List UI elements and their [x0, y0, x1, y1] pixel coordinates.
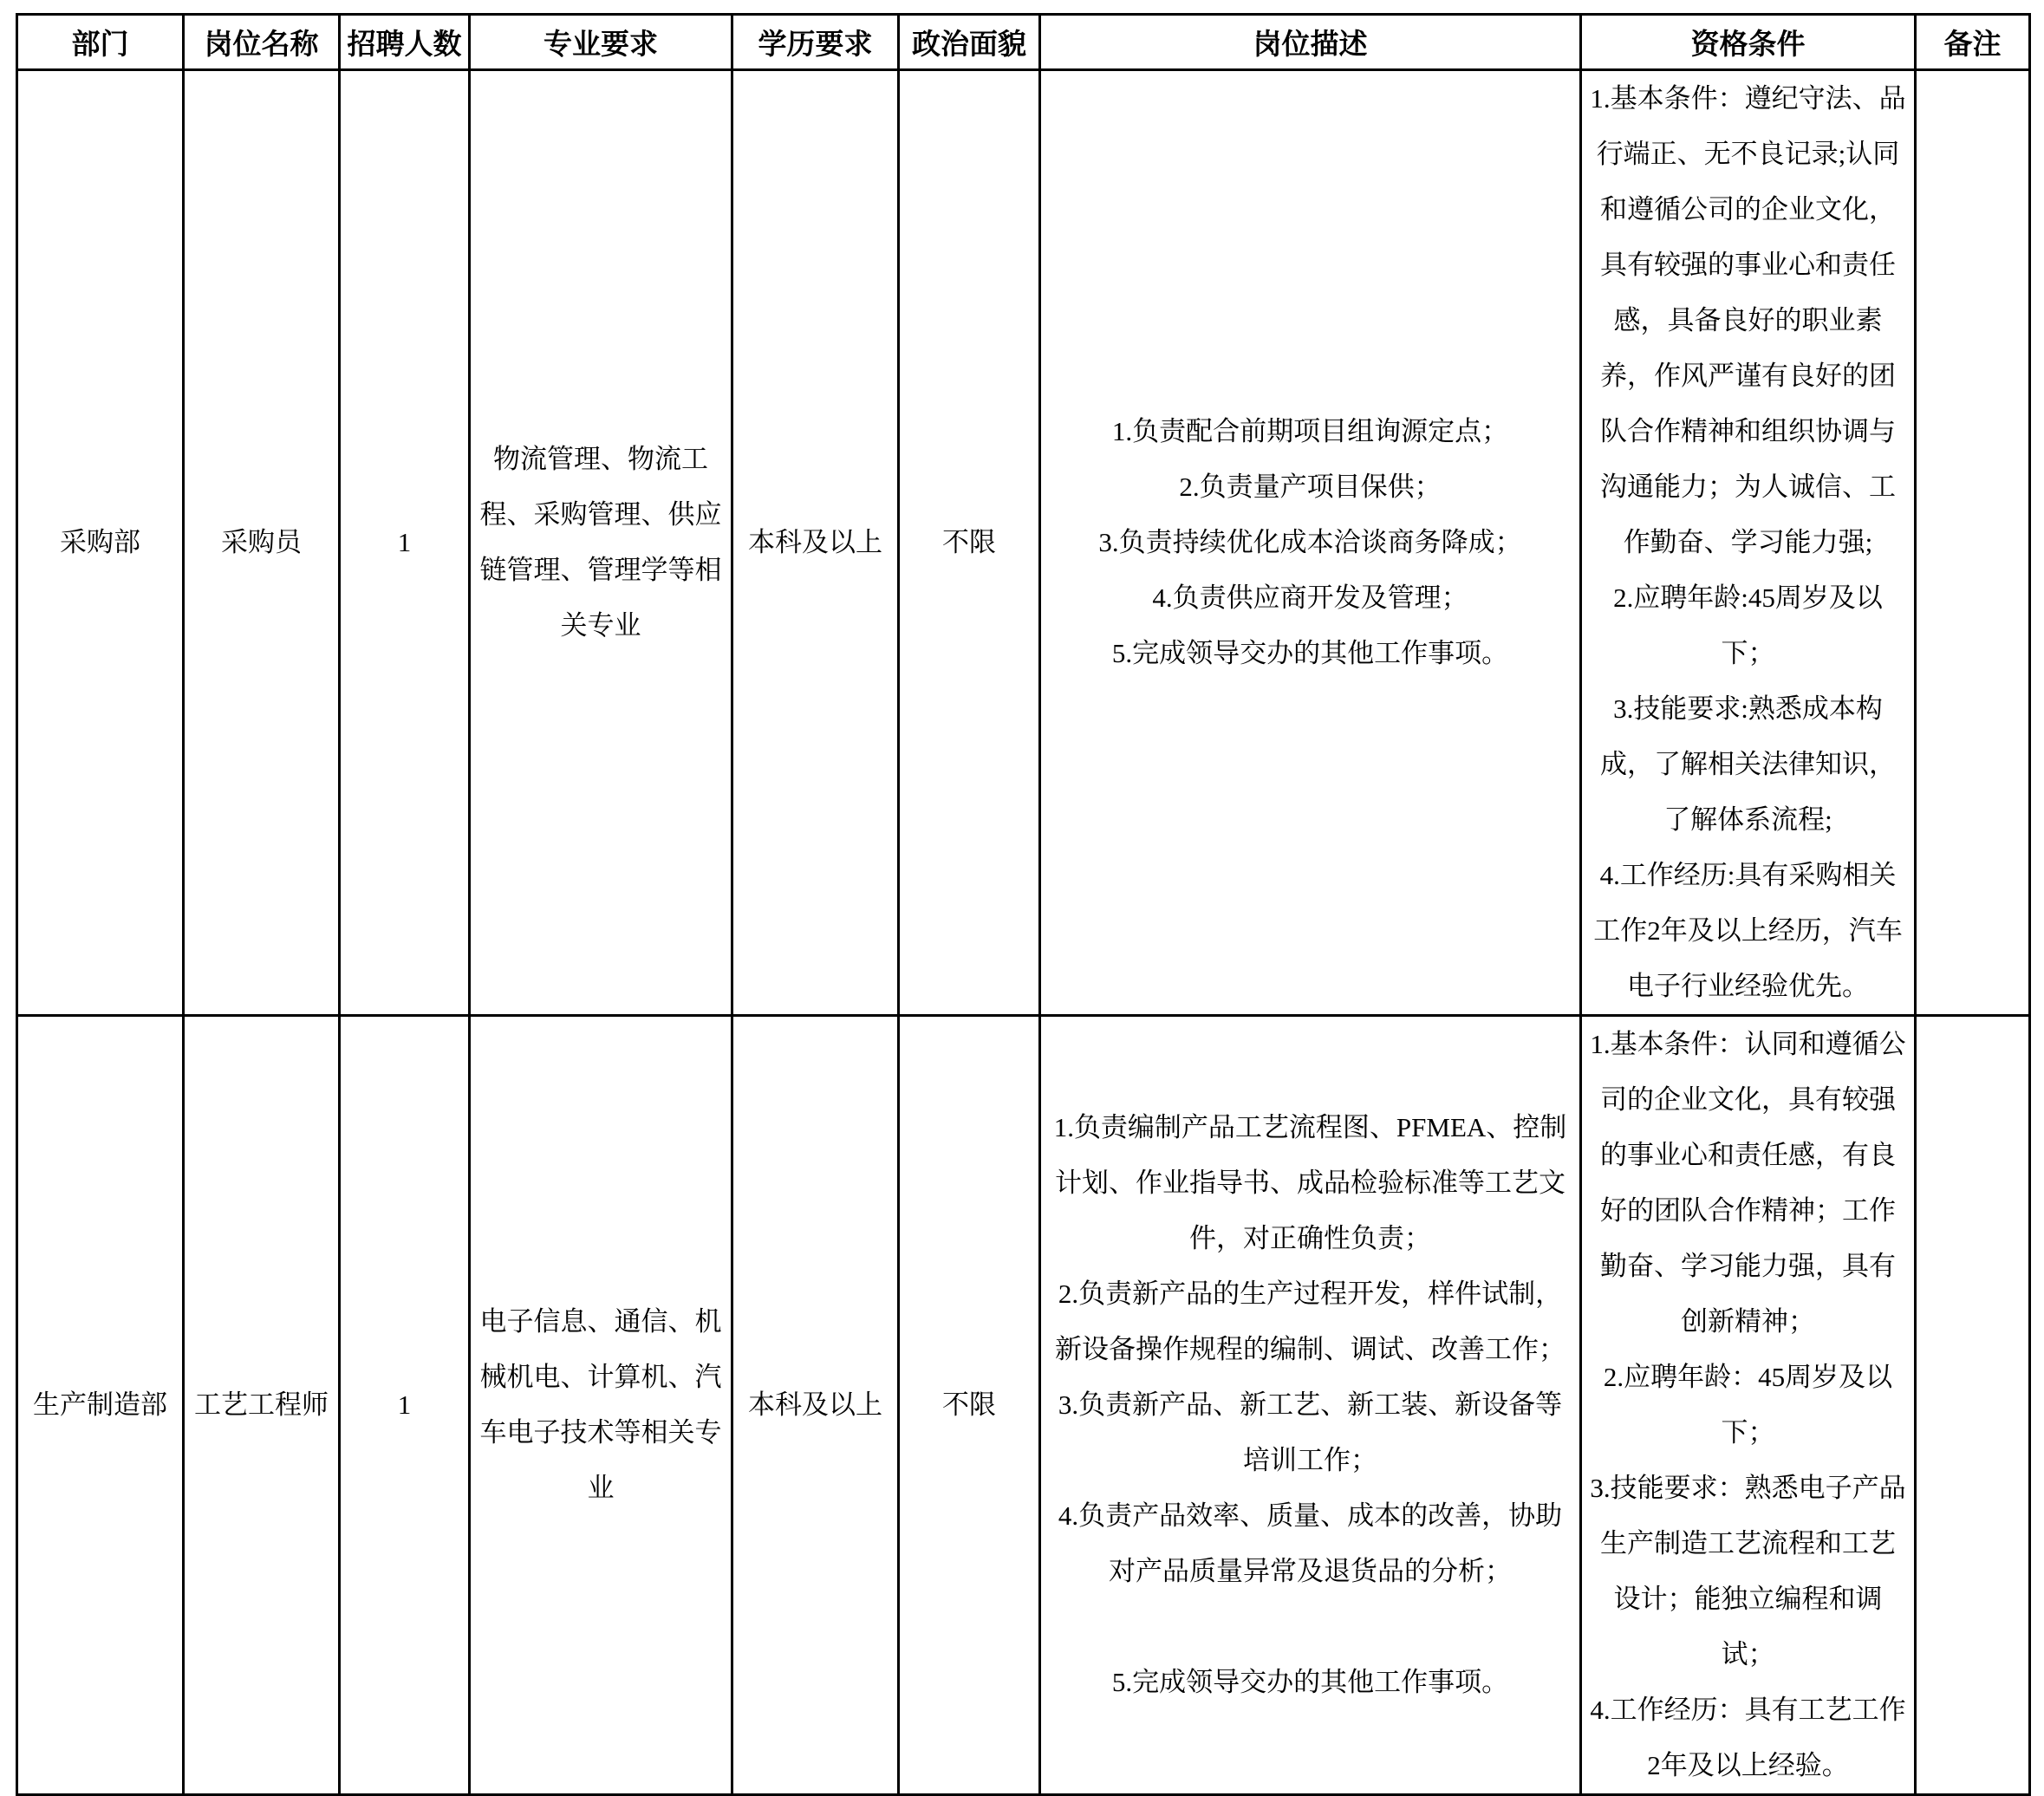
cell-description: 1.负责编制产品工艺流程图、PFMEA、控制计划、作业指导书、成品检验标准等工艺文件，对正确性负责； 2.负责新产品的生产过程开发，样件试制，新设备操作规程的编制、调试、改善工作； 3.负责新产品、新工艺、新工装、新设备等培训工作； 4.负责产品效率、质量、成本的改善，协助对产品质量异常及退货品的分析； 5.完成领导交办的其他工作事项。	[1040, 1016, 1581, 1795]
header-headcount: 招聘人数	[340, 15, 470, 70]
cell-headcount: 1	[340, 70, 470, 1016]
cell-education: 本科及以上	[732, 1016, 899, 1795]
cell-headcount: 1	[340, 1016, 470, 1795]
cell-position: 工艺工程师	[184, 1016, 340, 1795]
header-political-status: 政治面貌	[899, 15, 1040, 70]
header-remark: 备注	[1916, 15, 2030, 70]
cell-qualifications: 1.基本条件：认同和遵循公司的企业文化，具有较强的事业心和责任感，有良好的团队合作精神；工作勤奋、学习能力强，具有创新精神； 2.应聘年龄：45周岁及以下； 3.技能要求：熟悉电子产品生产制造工艺流程和工艺设计；能独立编程和调试； 4.工作经历：具有工艺工作2年及以上经验。	[1581, 1016, 1916, 1795]
cell-department: 生产制造部	[17, 1016, 184, 1795]
cell-description: 1.负责配合前期项目组询源定点； 2.负责量产项目保供； 3.负责持续优化成本洽谈商务降成； 4.负责供应商开发及管理； 5.完成领导交办的其他工作事项。	[1040, 70, 1581, 1016]
table-row	[17, 1016, 2030, 1795]
cell-political-status: 不限	[899, 1016, 1040, 1795]
header-qualifications: 资格条件	[1581, 15, 1916, 70]
table-row	[17, 70, 2030, 1016]
header-department: 部门	[17, 15, 184, 70]
header-row	[17, 15, 2030, 70]
cell-major: 电子信息、通信、机械机电、计算机、汽车电子技术等相关专业	[470, 1016, 732, 1795]
header-description: 岗位描述	[1040, 15, 1581, 70]
cell-remark	[1916, 1016, 2030, 1795]
cell-major: 物流管理、物流工程、采购管理、供应链管理、管理学等相关专业	[470, 70, 732, 1016]
cell-qualifications: 1.基本条件：遵纪守法、品行端正、无不良记录;认同和遵循公司的企业文化，具有较强的事业心和责任感，具备良好的职业素养，作风严谨有良好的团队合作精神和组织协调与沟通能力；为人诚信、工作勤奋、学习能力强; 2.应聘年龄:45周岁及以下； 3.技能要求:熟悉成本构成，了解相关法律知识，了解体系流程; 4.工作经历:具有采购相关工作2年及以上经历，汽车电子行业经验优先。	[1581, 70, 1916, 1016]
recruitment-table	[16, 13, 2031, 1796]
cell-education: 本科及以上	[732, 70, 899, 1016]
header-position: 岗位名称	[184, 15, 340, 70]
header-education: 学历要求	[732, 15, 899, 70]
header-major: 专业要求	[470, 15, 732, 70]
cell-remark	[1916, 70, 2030, 1016]
cell-political-status: 不限	[899, 70, 1040, 1016]
cell-position: 采购员	[184, 70, 340, 1016]
cell-department: 采购部	[17, 70, 184, 1016]
